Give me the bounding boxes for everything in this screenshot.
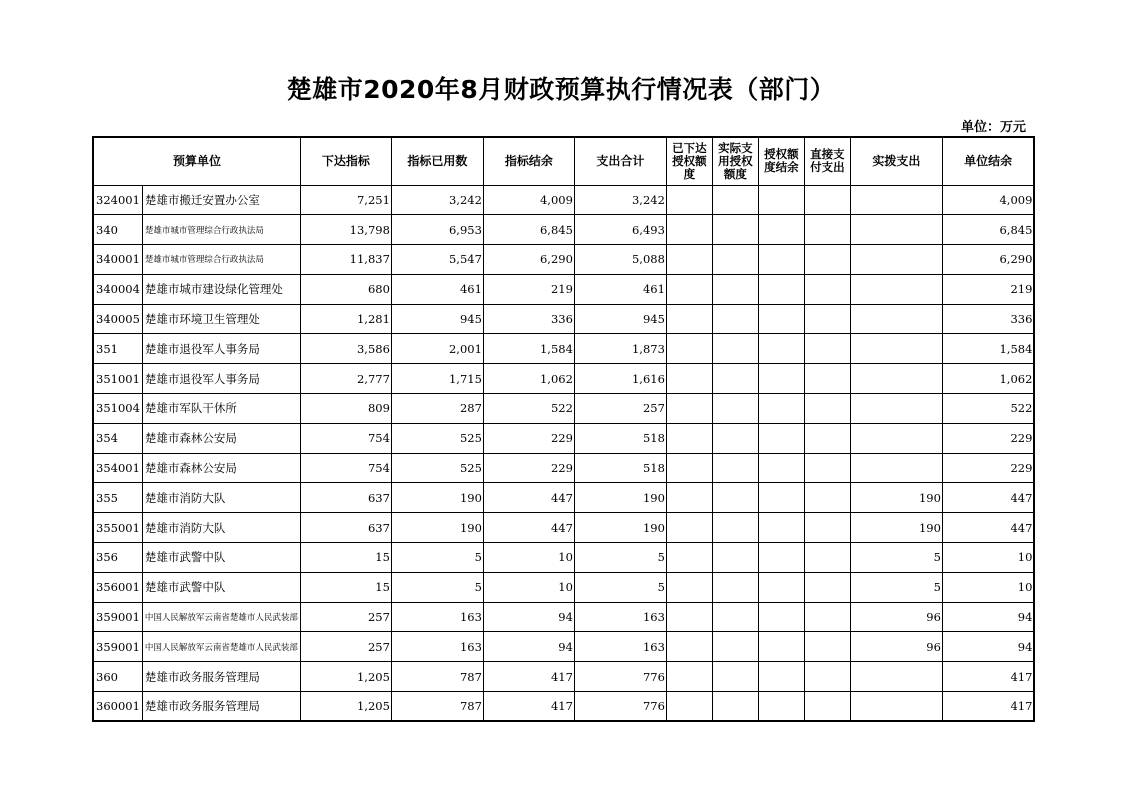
cell-unit-name: 楚雄市政务服务管理局	[142, 662, 300, 692]
cell-total-expenditure: 776	[574, 692, 666, 722]
header-total-expenditure: 支出合计	[574, 137, 666, 185]
cell-allocated	[850, 692, 942, 722]
cell-total-expenditure: 190	[574, 513, 666, 543]
table-row	[93, 245, 1034, 275]
cell-balance: 417	[483, 662, 574, 692]
header-used: 指标已用数	[391, 137, 483, 185]
cell-used: 190	[391, 513, 483, 543]
cell-unit-name: 中国人民解放军云南省楚雄市人民武装部	[142, 602, 300, 632]
cell-code: 324001	[93, 185, 142, 215]
cell-direct-pay	[804, 245, 850, 275]
cell-auth-balance	[758, 364, 804, 394]
table-row	[93, 304, 1034, 334]
cell-actual-auth	[712, 543, 758, 573]
cell-issued: 15	[300, 543, 391, 573]
cell-unit-balance: 447	[942, 483, 1034, 513]
cell-used: 787	[391, 662, 483, 692]
cell-direct-pay	[804, 215, 850, 245]
cell-direct-pay	[804, 304, 850, 334]
cell-code: 360	[93, 662, 142, 692]
page-title: 楚雄市2020年8月财政预算执行情况表（部门）	[286, 75, 836, 104]
cell-unit-balance: 1,062	[942, 364, 1034, 394]
cell-issued: 680	[300, 274, 391, 304]
cell-used: 525	[391, 423, 483, 453]
cell-direct-pay	[804, 364, 850, 394]
cell-actual-auth	[712, 423, 758, 453]
cell-issued: 257	[300, 632, 391, 662]
cell-auth-balance	[758, 423, 804, 453]
cell-auth-issued	[666, 632, 712, 662]
cell-auth-balance	[758, 304, 804, 334]
cell-total-expenditure: 518	[574, 423, 666, 453]
cell-unit-balance: 10	[942, 543, 1034, 573]
cell-allocated	[850, 304, 942, 334]
cell-total-expenditure: 461	[574, 274, 666, 304]
cell-unit-name: 楚雄市城市管理综合行政执法局	[142, 245, 300, 275]
cell-direct-pay	[804, 274, 850, 304]
cell-code: 340005	[93, 304, 142, 334]
cell-used: 5,547	[391, 245, 483, 275]
cell-used: 5	[391, 572, 483, 602]
table-row	[93, 185, 1034, 215]
cell-allocated: 96	[850, 632, 942, 662]
cell-allocated: 5	[850, 543, 942, 573]
table-row	[93, 215, 1034, 245]
cell-auth-balance	[758, 274, 804, 304]
cell-actual-auth	[712, 662, 758, 692]
cell-actual-auth	[712, 632, 758, 662]
cell-code: 351004	[93, 394, 142, 424]
cell-issued: 1,205	[300, 662, 391, 692]
cell-allocated	[850, 394, 942, 424]
cell-auth-issued	[666, 274, 712, 304]
cell-auth-issued	[666, 572, 712, 602]
cell-actual-auth	[712, 334, 758, 364]
cell-used: 163	[391, 632, 483, 662]
cell-direct-pay	[804, 394, 850, 424]
cell-allocated: 96	[850, 602, 942, 632]
cell-code: 359001	[93, 632, 142, 662]
cell-auth-issued	[666, 245, 712, 275]
cell-unit-name: 楚雄市城市管理综合行政执法局	[142, 215, 300, 245]
cell-actual-auth	[712, 453, 758, 483]
cell-used: 945	[391, 304, 483, 334]
cell-actual-auth	[712, 483, 758, 513]
cell-issued: 1,281	[300, 304, 391, 334]
cell-direct-pay	[804, 692, 850, 722]
cell-total-expenditure: 1,873	[574, 334, 666, 364]
cell-actual-auth	[712, 394, 758, 424]
cell-actual-auth	[712, 274, 758, 304]
cell-unit-name: 楚雄市森林公安局	[142, 453, 300, 483]
cell-total-expenditure: 6,493	[574, 215, 666, 245]
cell-direct-pay	[804, 423, 850, 453]
budget-table	[92, 136, 1035, 722]
cell-unit-balance: 1,584	[942, 334, 1034, 364]
cell-allocated	[850, 662, 942, 692]
table-row	[93, 483, 1034, 513]
cell-unit-balance: 94	[942, 602, 1034, 632]
cell-balance: 219	[483, 274, 574, 304]
cell-balance: 229	[483, 453, 574, 483]
cell-auth-balance	[758, 572, 804, 602]
cell-balance: 447	[483, 513, 574, 543]
cell-unit-balance: 229	[942, 453, 1034, 483]
cell-auth-balance	[758, 632, 804, 662]
cell-auth-issued	[666, 453, 712, 483]
cell-auth-balance	[758, 215, 804, 245]
cell-unit-name: 楚雄市消防大队	[142, 513, 300, 543]
header-auth-balance: 授权额度结余	[758, 137, 804, 185]
cell-allocated	[850, 245, 942, 275]
cell-balance: 417	[483, 692, 574, 722]
cell-code: 351001	[93, 364, 142, 394]
cell-issued: 11,837	[300, 245, 391, 275]
cell-issued: 1,205	[300, 692, 391, 722]
table-row	[93, 513, 1034, 543]
table-header-row	[93, 137, 1034, 185]
cell-issued: 2,777	[300, 364, 391, 394]
table-row	[93, 632, 1034, 662]
cell-total-expenditure: 5	[574, 543, 666, 573]
table-row	[93, 453, 1034, 483]
cell-code: 351	[93, 334, 142, 364]
cell-used: 287	[391, 394, 483, 424]
cell-actual-auth	[712, 215, 758, 245]
header-actual-auth: 实际支用授权额度	[712, 137, 758, 185]
cell-issued: 15	[300, 572, 391, 602]
cell-code: 354	[93, 423, 142, 453]
table-row	[93, 394, 1034, 424]
cell-allocated: 5	[850, 572, 942, 602]
cell-actual-auth	[712, 513, 758, 543]
cell-used: 3,242	[391, 185, 483, 215]
cell-unit-name: 楚雄市武警中队	[142, 572, 300, 602]
cell-allocated	[850, 185, 942, 215]
cell-actual-auth	[712, 602, 758, 632]
cell-unit-name: 楚雄市城市建设绿化管理处	[142, 274, 300, 304]
cell-allocated	[850, 423, 942, 453]
cell-code: 340	[93, 215, 142, 245]
cell-issued: 637	[300, 513, 391, 543]
cell-unit-name: 楚雄市环境卫生管理处	[142, 304, 300, 334]
cell-auth-issued	[666, 185, 712, 215]
table-row	[93, 364, 1034, 394]
header-unit-balance: 单位结余	[942, 137, 1034, 185]
cell-auth-balance	[758, 513, 804, 543]
cell-balance: 522	[483, 394, 574, 424]
cell-actual-auth	[712, 304, 758, 334]
cell-direct-pay	[804, 662, 850, 692]
cell-used: 1,715	[391, 364, 483, 394]
header-balance: 指标结余	[483, 137, 574, 185]
cell-unit-name: 楚雄市军队干休所	[142, 394, 300, 424]
cell-direct-pay	[804, 453, 850, 483]
cell-actual-auth	[712, 692, 758, 722]
cell-unit-name: 楚雄市政务服务管理局	[142, 692, 300, 722]
cell-used: 6,953	[391, 215, 483, 245]
cell-total-expenditure: 257	[574, 394, 666, 424]
cell-allocated	[850, 274, 942, 304]
table-row	[93, 274, 1034, 304]
cell-code: 356	[93, 543, 142, 573]
cell-total-expenditure: 190	[574, 483, 666, 513]
cell-auth-issued	[666, 304, 712, 334]
cell-direct-pay	[804, 513, 850, 543]
cell-auth-balance	[758, 543, 804, 573]
cell-direct-pay	[804, 602, 850, 632]
cell-code: 359001	[93, 602, 142, 632]
cell-allocated: 190	[850, 513, 942, 543]
cell-balance: 336	[483, 304, 574, 334]
cell-unit-name: 楚雄市森林公安局	[142, 423, 300, 453]
cell-total-expenditure: 1,616	[574, 364, 666, 394]
cell-unit-balance: 229	[942, 423, 1034, 453]
cell-unit-balance: 336	[942, 304, 1034, 334]
cell-issued: 257	[300, 602, 391, 632]
cell-auth-issued	[666, 483, 712, 513]
cell-used: 2,001	[391, 334, 483, 364]
cell-auth-balance	[758, 602, 804, 632]
cell-total-expenditure: 3,242	[574, 185, 666, 215]
cell-auth-balance	[758, 453, 804, 483]
cell-balance: 1,062	[483, 364, 574, 394]
cell-total-expenditure: 945	[574, 304, 666, 334]
header-issued: 下达指标	[300, 137, 391, 185]
cell-unit-balance: 219	[942, 274, 1034, 304]
table-row	[93, 543, 1034, 573]
cell-auth-balance	[758, 334, 804, 364]
cell-direct-pay	[804, 483, 850, 513]
cell-auth-issued	[666, 423, 712, 453]
cell-issued: 3,586	[300, 334, 391, 364]
cell-unit-name: 楚雄市搬迁安置办公室	[142, 185, 300, 215]
cell-auth-balance	[758, 692, 804, 722]
cell-unit-balance: 447	[942, 513, 1034, 543]
cell-auth-balance	[758, 185, 804, 215]
cell-auth-issued	[666, 513, 712, 543]
cell-unit-name: 楚雄市退役军人事务局	[142, 334, 300, 364]
cell-auth-issued	[666, 334, 712, 364]
cell-issued: 13,798	[300, 215, 391, 245]
cell-direct-pay	[804, 632, 850, 662]
cell-auth-issued	[666, 543, 712, 573]
cell-balance: 4,009	[483, 185, 574, 215]
cell-balance: 1,584	[483, 334, 574, 364]
cell-total-expenditure: 5,088	[574, 245, 666, 275]
cell-balance: 229	[483, 423, 574, 453]
cell-unit-name: 楚雄市退役军人事务局	[142, 364, 300, 394]
cell-allocated	[850, 334, 942, 364]
cell-unit-name: 楚雄市武警中队	[142, 543, 300, 573]
header-auth-issued: 已下达授权额度	[666, 137, 712, 185]
cell-total-expenditure: 776	[574, 662, 666, 692]
cell-unit-balance: 4,009	[942, 185, 1034, 215]
cell-unit-balance: 6,290	[942, 245, 1034, 275]
table-row	[93, 602, 1034, 632]
cell-used: 190	[391, 483, 483, 513]
cell-allocated	[850, 453, 942, 483]
cell-issued: 809	[300, 394, 391, 424]
cell-direct-pay	[804, 572, 850, 602]
cell-issued: 637	[300, 483, 391, 513]
cell-code: 340004	[93, 274, 142, 304]
cell-actual-auth	[712, 572, 758, 602]
header-unit: 预算单位	[93, 137, 300, 185]
cell-unit-balance: 522	[942, 394, 1034, 424]
cell-issued: 7,251	[300, 185, 391, 215]
cell-balance: 94	[483, 632, 574, 662]
cell-allocated: 190	[850, 483, 942, 513]
cell-balance: 94	[483, 602, 574, 632]
cell-auth-issued	[666, 662, 712, 692]
cell-auth-balance	[758, 483, 804, 513]
table-row	[93, 662, 1034, 692]
cell-balance: 10	[483, 572, 574, 602]
cell-balance: 447	[483, 483, 574, 513]
cell-code: 354001	[93, 453, 142, 483]
cell-balance: 6,845	[483, 215, 574, 245]
cell-used: 5	[391, 543, 483, 573]
cell-allocated	[850, 215, 942, 245]
cell-unit-balance: 94	[942, 632, 1034, 662]
cell-code: 355	[93, 483, 142, 513]
cell-unit-balance: 417	[942, 692, 1034, 722]
cell-used: 525	[391, 453, 483, 483]
cell-auth-issued	[666, 215, 712, 245]
table-row	[93, 692, 1034, 722]
cell-unit-balance: 6,845	[942, 215, 1034, 245]
cell-actual-auth	[712, 185, 758, 215]
table-row	[93, 334, 1034, 364]
cell-auth-balance	[758, 394, 804, 424]
cell-auth-balance	[758, 245, 804, 275]
cell-direct-pay	[804, 543, 850, 573]
cell-allocated	[850, 364, 942, 394]
cell-used: 461	[391, 274, 483, 304]
cell-used: 163	[391, 602, 483, 632]
header-direct-pay: 直接支付支出	[804, 137, 850, 185]
table-row	[93, 572, 1034, 602]
cell-unit-name: 中国人民解放军云南省楚雄市人民武装部	[142, 632, 300, 662]
cell-auth-issued	[666, 364, 712, 394]
unit-label: 单位：万元	[960, 120, 1026, 135]
cell-issued: 754	[300, 453, 391, 483]
cell-total-expenditure: 163	[574, 632, 666, 662]
cell-used: 787	[391, 692, 483, 722]
cell-auth-issued	[666, 394, 712, 424]
cell-code: 360001	[93, 692, 142, 722]
cell-balance: 6,290	[483, 245, 574, 275]
cell-auth-issued	[666, 692, 712, 722]
cell-code: 356001	[93, 572, 142, 602]
cell-auth-balance	[758, 662, 804, 692]
cell-issued: 754	[300, 423, 391, 453]
cell-direct-pay	[804, 185, 850, 215]
header-allocated: 实拨支出	[850, 137, 942, 185]
cell-code: 340001	[93, 245, 142, 275]
table-row	[93, 423, 1034, 453]
cell-auth-issued	[666, 602, 712, 632]
cell-total-expenditure: 163	[574, 602, 666, 632]
cell-direct-pay	[804, 334, 850, 364]
cell-unit-balance: 10	[942, 572, 1034, 602]
cell-unit-balance: 417	[942, 662, 1034, 692]
cell-actual-auth	[712, 364, 758, 394]
cell-total-expenditure: 518	[574, 453, 666, 483]
cell-unit-name: 楚雄市消防大队	[142, 483, 300, 513]
cell-actual-auth	[712, 245, 758, 275]
cell-total-expenditure: 5	[574, 572, 666, 602]
cell-balance: 10	[483, 543, 574, 573]
cell-code: 355001	[93, 513, 142, 543]
